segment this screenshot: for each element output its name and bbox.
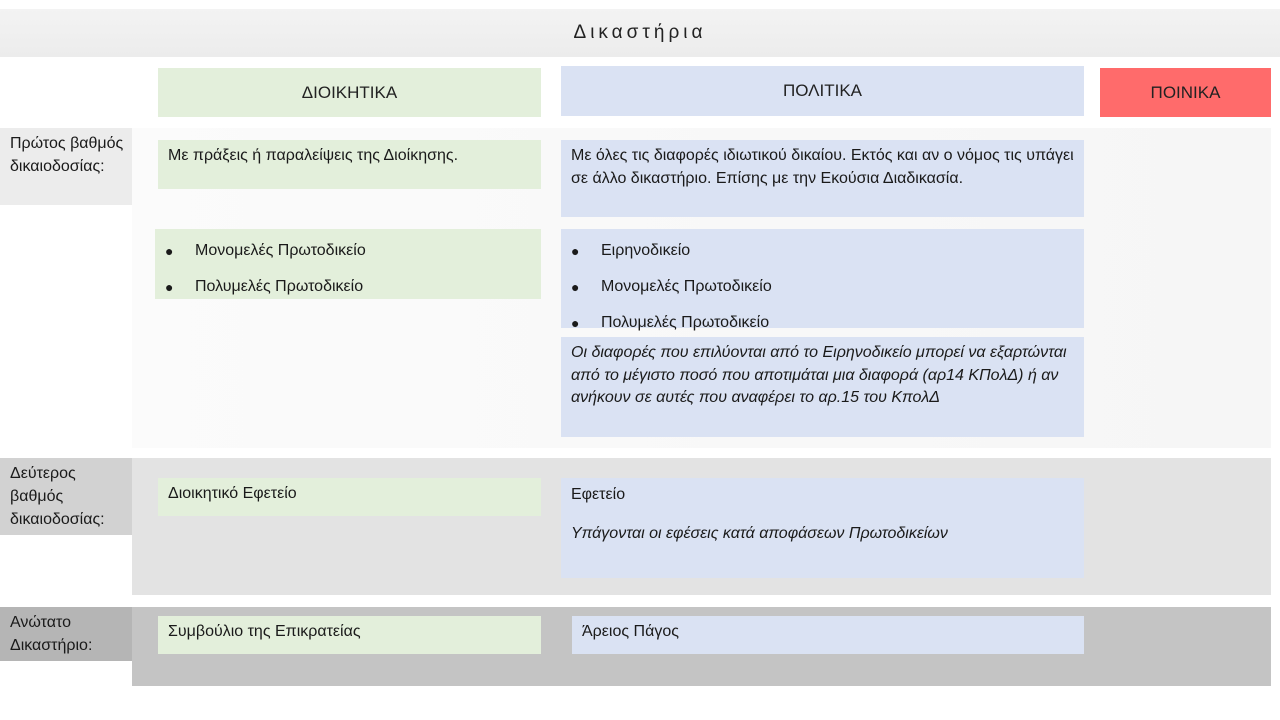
- bullet-icon: ●: [571, 278, 580, 295]
- civil-second-instance-court: Εφετείο: [561, 478, 1084, 516]
- court-name: Μονομελές Πρωτοδικείο: [195, 241, 366, 259]
- civil-first-instance-description: Με όλες τις διαφορές ιδιωτικού δικαίου. Εκτός και αν ο νόμος τις υπάγει σε άλλο δικαστήριο. Επίσης με την Εκούσια Διαδικασία.: [561, 140, 1084, 217]
- row-label-supreme: Ανώτατο Δικαστήριο:: [0, 607, 132, 661]
- civil-first-instance-note: Οι διαφορές που επιλύονται από το Ειρηνοδικείο μπορεί να εξαρτώνται από το μέγιστο ποσό που αποτιμάται μια διαφορά (αρ14 ΚΠολΔ) ή αν ανήκουν σε αυτές που αναφέρει το αρ.15 του ΚπολΔ: [561, 337, 1084, 437]
- list-item: [571, 269, 1074, 305]
- court-name: Μονομελές Πρωτοδικείο: [601, 277, 772, 295]
- bullet-icon: ●: [571, 314, 580, 331]
- civil-supreme-court: Άρειος Πάγος: [572, 616, 1084, 654]
- list-item: [165, 233, 531, 269]
- admin-first-instance-description: Με πράξεις ή παραλείψεις της Διοίκησης.: [158, 140, 541, 189]
- court-name: Ειρηνοδικείο: [601, 241, 691, 259]
- civil-first-instance-courts: [561, 229, 1084, 331]
- court-name: Πολυμελές Πρωτοδικείο: [195, 277, 364, 295]
- list-item: [571, 233, 1074, 269]
- page-title: Δικαστήρια: [573, 22, 707, 43]
- admin-first-instance-courts: [155, 229, 541, 299]
- title-band: [0, 9, 1280, 57]
- row-label-first-instance: Πρώτος βαθμός δικαιοδοσίας:: [0, 128, 132, 205]
- bullet-icon: ●: [571, 242, 580, 259]
- row-label-second-instance: Δεύτερος βαθμός δικαιοδοσίας:: [0, 458, 132, 535]
- admin-second-instance-court: Διοικητικό Εφετείο: [158, 478, 541, 516]
- bullet-icon: ●: [165, 278, 174, 295]
- court-name: Πολυμελές Πρωτοδικείο: [601, 313, 770, 331]
- column-header-penal: ΠΟΙΝΙΚΑ: [1100, 68, 1271, 117]
- list-item: [571, 305, 1074, 341]
- civil-second-instance-note: Υπάγονται οι εφέσεις κατά αποφάσεων Πρωτοδικείων: [561, 516, 1084, 578]
- column-header-civil: ΠΟΛΙΤΙΚΑ: [561, 66, 1084, 116]
- column-header-admin: ΔΙΟΙΚΗΤΙΚΑ: [158, 68, 541, 117]
- list-item: [165, 269, 531, 305]
- bullet-icon: ●: [165, 242, 174, 259]
- admin-court-list: [165, 233, 531, 305]
- civil-court-list: [571, 233, 1074, 341]
- admin-supreme-court: Συμβούλιο της Επικρατείας: [158, 616, 541, 654]
